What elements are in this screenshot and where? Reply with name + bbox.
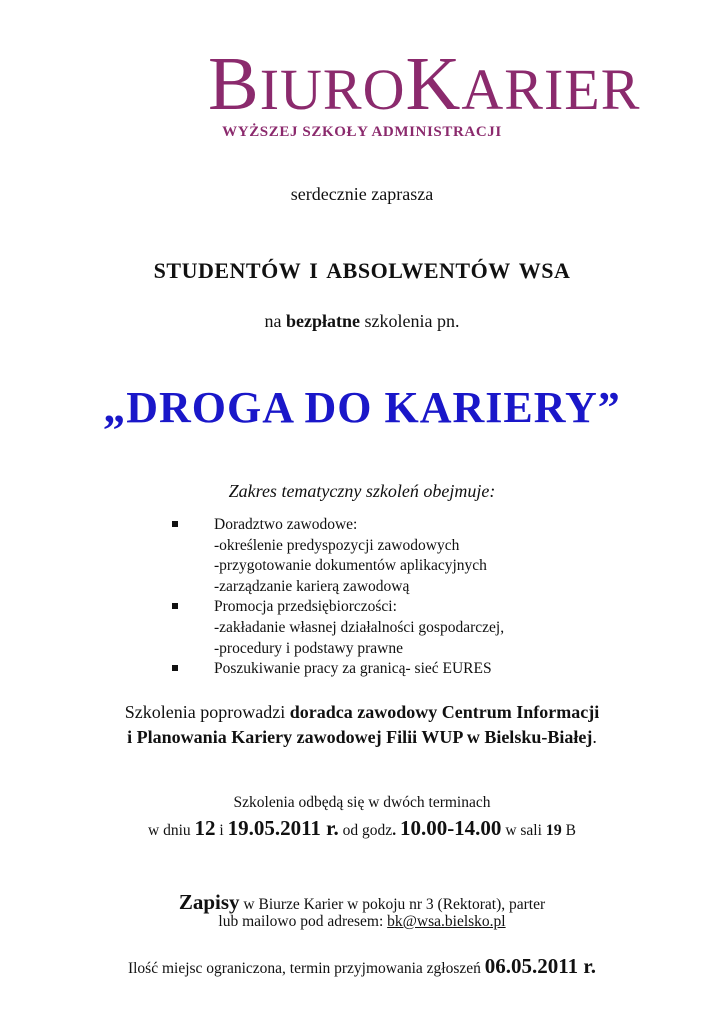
signup-line: Zapisy w Biurze Karier w pokoju nr 3 (Rektorat), parter (178, 890, 546, 914)
sub-item: -przygotowanie dokumentów aplikacyjnych (214, 557, 487, 575)
biuro-karier-logo (208, 42, 641, 146)
list-item: Promocja przedsiębiorczości: (172, 597, 592, 618)
scope-heading: Zakres tematyczny szkoleń obejmuje: (228, 481, 496, 501)
training-title: „DROGA DO KARIERY” (103, 383, 621, 432)
terms-intro: Szkolenia odbędą się w dwóch terminach (233, 794, 491, 811)
invite-line: serdecznie zaprasza (290, 184, 434, 204)
trainer-paragraph: Szkolenia poprowadzi doradca zawodowy Centrum Informacji i Planowania Kariery zawodowej Filii WUP w Bielsku-Białej. (124, 702, 600, 747)
terms-dates: w dniu 12 i 19.05.2011 r. od godz. 10.00-14.00 w sali 19 B (148, 816, 576, 840)
bullet-icon (172, 603, 178, 609)
bullet-icon (172, 665, 178, 671)
audience-heading: STUDENTÓW I ABSOLWENTÓW WSA (153, 258, 571, 283)
logo-wordmark: BIUROKARIER (208, 42, 641, 126)
list-item: Poszukiwanie pracy za granicą- sieć EURES (172, 659, 592, 680)
email-link[interactable]: bk@wsa.bielsko.pl (387, 913, 506, 930)
topics-list (172, 515, 592, 680)
bullet-icon (172, 521, 178, 527)
signup-email-line: lub mailowo pod adresem: bk@wsa.bielsko.pl (218, 913, 506, 930)
sub-item: -procedury i podstawy prawne (214, 639, 403, 657)
free-training-line: na bezpłatne szkolenia pn. (264, 311, 460, 331)
sub-item: -zakładanie własnej działalności gospodarczej, (214, 618, 505, 636)
logo-subtitle: WYŻSZEJ SZKOŁY ADMINISTRACJI (222, 124, 502, 140)
sub-item: -określenie predyspozycji zawodowych (214, 536, 460, 554)
deadline-line: Ilość miejsc ograniczona, termin przyjmowania zgłoszeń 06.05.2011 r. (127, 954, 597, 978)
sub-item: -zarządzanie karierą zawodową (214, 577, 410, 595)
list-item: Doradztwo zawodowe: (172, 515, 592, 536)
